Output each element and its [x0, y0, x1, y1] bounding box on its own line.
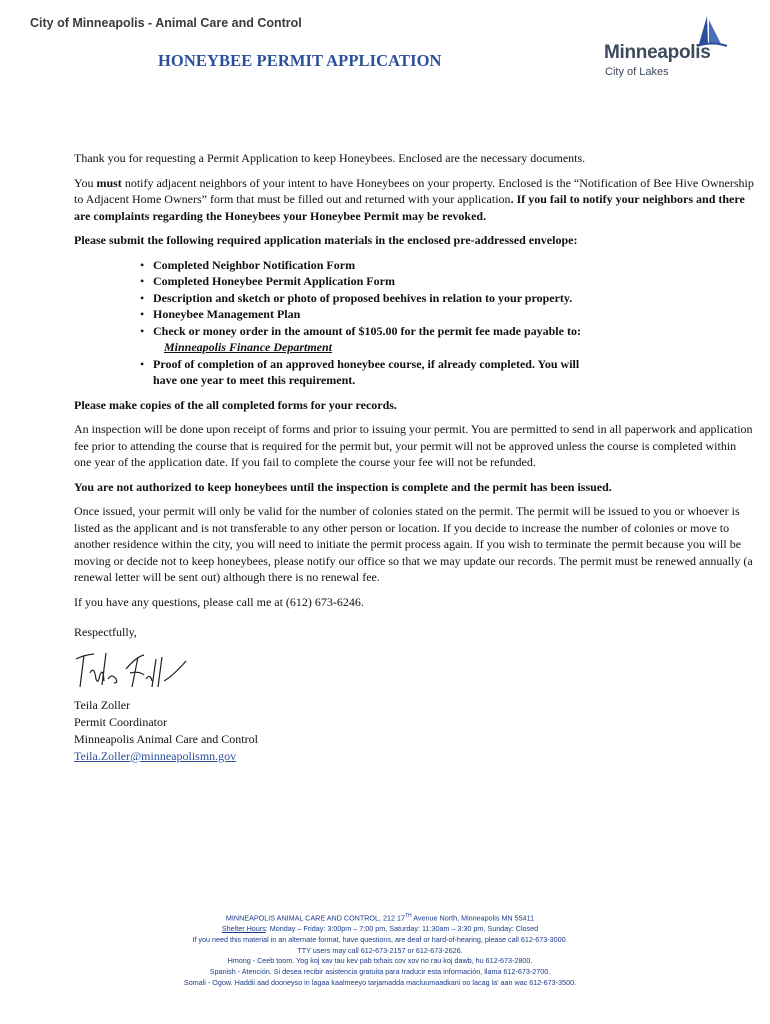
copies-paragraph: Please make copies of the all completed forms for your records. [74, 397, 397, 412]
inspection-paragraph: An inspection will be done upon receipt of forms and prior to issuing your permit. You are permitted to send in all paperwork and application fee prior to attending the course that is required for the permit but, your permit will not be approved unless the course is completed within one year of the application date. If you fail to complete the course your fee will not be refunded. [74, 422, 753, 469]
list-item: • Proof of completion of an approved honeybee course, if already completed. You will have one year to meet this requirement. [153, 356, 754, 389]
notify-paragraph: You must notify adjacent neighbors of your intent to have Honeybees on your property. Enclosed is the “Notification of Bee Hive Ownership to Adjacent Home Owners” form that must be filled out and returned with your application. If you fail to notify your neighbors and there are complaints regarding the Honeybees your Honeybee Permit may be revoked. [74, 175, 754, 223]
footer [100, 911, 660, 988]
header-organization: City of Minneapolis - Animal Care and Control [30, 16, 302, 30]
validity-paragraph: Once issued, your permit will only be valid for the number of colonies stated on the permit. The permit will be issued to you or whoever is listed as the applicant and is not transferable to any other person or location. If you decide to increase the number of colonies or move to another residence within the city, you will need to initiate the permit process again. If you wish to terminate the permit because you will be moving or decide not to keep honeybees, please notify our office so that we may update our records. The permit must be renewed annually (a renewal letter will be sent out) although there is no renewal fee. [74, 504, 753, 584]
list-item: • Completed Neighbor Notification Form [153, 257, 754, 274]
logo-name: Minneapolis [604, 42, 711, 63]
authorization-paragraph: You are not authorized to keep honeybees until the inspection is complete and the permit has been issued. [74, 479, 612, 494]
footer-alt-format: If you need this material in an alternate format, have questions, are deaf or hard-of-hearing, please call 612-673-3000. [192, 934, 568, 944]
list-item: • Honeybee Management Plan [153, 306, 754, 323]
list-item: • Completed Honeybee Permit Application Form [153, 273, 754, 290]
payee-name: Minneapolis Finance Department [164, 340, 333, 354]
footer-hmong: Hmong - Ceeb toom. Yog koj xav tau kev pab txhais cov xov no rau koj dawb, hu 612-673-2800. [227, 956, 533, 966]
questions-paragraph: If you have any questions, please call me at (612) 673-6246. [74, 594, 364, 609]
signer-role: Permit Coordinator [74, 714, 167, 729]
signer-name: Teila Zoller [74, 697, 131, 712]
footer-address: MINNEAPOLIS ANIMAL CARE AND CONTROL, 212 17TH Avenue North, Minneapolis MN 55411 [225, 913, 535, 923]
submit-instructions: Please submit the following required application materials in the enclosed pre-addressed envelope: [74, 233, 578, 247]
letter-body [74, 150, 754, 765]
footer-somali: Somali - Ogow. Haddii aad dooneyso in lagaa kaalmeeyo tarjamadda macluumaadkani oo lacag la' aan wac 612-673-3500. [183, 977, 577, 987]
email-link[interactable]: Teila.Zoller@minneapolismn.gov [74, 748, 237, 763]
signature-block [74, 697, 754, 765]
footer-tty: TTY users may call 612-673-2157 or 612-673-2626. [297, 945, 463, 955]
list-item: • Check or money order in the amount of $105.00 for the permit fee made payable to: Minneapolis Finance Department [153, 323, 754, 356]
footer-hours: Shelter Hours: Monday – Friday: 3:00pm – 7:00 pm, Saturday: 11:30am – 3:30 pm, Sunday: Closed [221, 924, 539, 934]
minneapolis-logo [600, 14, 730, 84]
logo-tagline: City of Lakes [605, 66, 669, 78]
list-item: • Description and sketch or photo of proposed beehives in relation to your property. [153, 290, 754, 307]
intro-paragraph: Thank you for requesting a Permit Application to keep Honeybees. Enclosed are the necessary documents. [74, 151, 586, 165]
signer-department: Minneapolis Animal Care and Control [74, 731, 258, 746]
footer-spanish: Spanish - Atención. Si desea recibir asistencia gratuita para traducir esta información, llama 612-673-2700. [209, 966, 551, 976]
requirements-list [74, 257, 754, 389]
handwritten-signature [74, 645, 754, 693]
closing: Respectfully, [74, 625, 137, 639]
document-title: HONEYBEE PERMIT APPLICATION [158, 51, 442, 70]
